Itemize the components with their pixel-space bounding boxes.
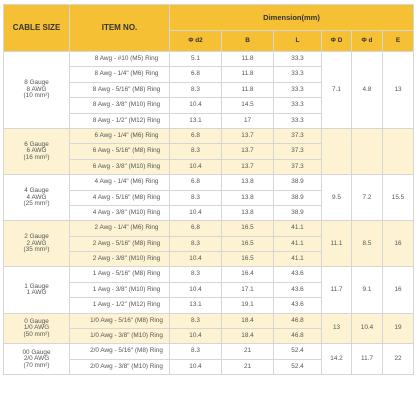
phi-d2-cell: 5.1	[170, 52, 222, 67]
b-cell: 16.5	[222, 252, 274, 267]
e-cell	[383, 128, 414, 174]
phi-d2-cell: 6.8	[170, 128, 222, 143]
cable-size-cell	[4, 313, 70, 344]
cable-size-line: 6 AWG	[26, 147, 47, 155]
phi-d-cell: 11.7	[352, 344, 383, 375]
cable-size-line: 2 Gauge	[24, 233, 49, 241]
phi-d2-cell: 8.3	[170, 144, 222, 159]
cable-size-cell	[4, 267, 70, 313]
b-cell: 13.8	[222, 190, 274, 205]
item-no-cell: 2 Awg - 5/16" (M8) Ring	[70, 236, 170, 251]
cable-size-line: (10 mm²)	[23, 92, 50, 100]
spec-table	[3, 4, 414, 375]
cable-size-line: (25 mm²)	[23, 199, 50, 207]
item-no-cell: 8 Awg - 1/4" (M6) Ring	[70, 67, 170, 82]
phi-d2-cell: 13.1	[170, 298, 222, 313]
b-cell: 16.5	[222, 236, 274, 251]
b-cell: 13.8	[222, 175, 274, 190]
item-no-cell: 8 Awg - 3/8" (M10) Ring	[70, 98, 170, 113]
phi-d2-cell: 10.4	[170, 159, 222, 174]
header-l: L	[274, 31, 322, 52]
l-cell: 33.3	[274, 113, 322, 128]
phi-d2-cell: 8.3	[170, 236, 222, 251]
phi-d-cell: 7.2	[352, 175, 383, 221]
l-cell: 38.9	[274, 205, 322, 220]
header-phi-D: Φ D	[322, 31, 352, 52]
b-cell: 18.4	[222, 313, 274, 328]
e-cell: 16	[383, 267, 414, 313]
item-no-cell: 8 Awg - #10 (M5) Ring	[70, 52, 170, 67]
b-cell: 11.8	[222, 82, 274, 97]
b-cell: 13.7	[222, 128, 274, 143]
phi-D-cell: 11.1	[322, 221, 352, 267]
l-cell: 43.6	[274, 282, 322, 297]
l-cell: 38.9	[274, 190, 322, 205]
phi-d-cell: 4.8	[352, 52, 383, 129]
phi-d2-cell: 8.3	[170, 190, 222, 205]
header-e: E	[383, 31, 414, 52]
l-cell: 41.1	[274, 252, 322, 267]
l-cell: 43.6	[274, 267, 322, 282]
e-cell: 22	[383, 344, 414, 375]
b-cell: 21	[222, 359, 274, 374]
phi-D-cell: 7.1	[322, 52, 352, 129]
header-dimension: Dimension(mm)	[170, 5, 414, 31]
b-cell: 17	[222, 113, 274, 128]
cable-size-line: (35 mm²)	[23, 246, 50, 254]
phi-d2-cell: 10.4	[170, 359, 222, 374]
cable-size-line: 1 AWG	[26, 289, 47, 297]
phi-d2-cell: 8.3	[170, 313, 222, 328]
cable-size-line: 0 Gauge	[24, 317, 49, 325]
cable-size-line: (50 mm²)	[23, 330, 50, 338]
cable-size-line: 00 Gauge	[22, 348, 51, 356]
cable-size-line: (16 mm²)	[23, 153, 50, 161]
l-cell: 37.3	[274, 144, 322, 159]
l-cell: 33.3	[274, 67, 322, 82]
b-cell: 13.7	[222, 159, 274, 174]
e-cell: 13	[383, 52, 414, 129]
l-cell: 43.6	[274, 298, 322, 313]
header-cable-size: CABLE SIZE	[4, 5, 70, 52]
item-no-cell: 4 Awg - 1/4" (M6) Ring	[70, 175, 170, 190]
phi-d2-cell: 6.8	[170, 221, 222, 236]
item-no-cell: 1 Awg - 3/8" (M10) Ring	[70, 282, 170, 297]
b-cell: 11.8	[222, 52, 274, 67]
phi-d2-cell: 10.4	[170, 329, 222, 344]
table-row	[4, 175, 414, 190]
e-cell: 15.5	[383, 175, 414, 221]
item-no-cell: 6 Awg - 5/16" (M8) Ring	[70, 144, 170, 159]
cable-size-line: 4 AWG	[26, 193, 47, 201]
header-b: B	[222, 31, 274, 52]
cable-size-line: 1/0 AWG	[23, 324, 50, 332]
header-phi-d: Φ d	[352, 31, 383, 52]
phi-d2-cell: 10.4	[170, 252, 222, 267]
table-row	[4, 344, 414, 359]
l-cell: 38.9	[274, 175, 322, 190]
cable-size-cell	[4, 52, 70, 129]
cable-size-line: 2 AWG	[26, 239, 47, 247]
cable-size-line: 6 Gauge	[24, 140, 49, 148]
b-cell: 19.1	[222, 298, 274, 313]
cable-size-line: (70 mm²)	[23, 361, 50, 369]
header-item-no: ITEM NO.	[70, 5, 170, 52]
l-cell: 37.3	[274, 159, 322, 174]
e-cell: 16	[383, 221, 414, 267]
phi-d2-cell: 6.8	[170, 67, 222, 82]
b-cell: 14.5	[222, 98, 274, 113]
table-row	[4, 128, 414, 143]
phi-D-cell: 9.5	[322, 175, 352, 221]
b-cell: 21	[222, 344, 274, 359]
b-cell: 16.4	[222, 267, 274, 282]
cable-size-cell	[4, 221, 70, 267]
phi-D-cell: 11.7	[322, 267, 352, 313]
l-cell: 52.4	[274, 359, 322, 374]
l-cell: 33.3	[274, 82, 322, 97]
item-no-cell: 8 Awg - 1/2" (M12) Ring	[70, 113, 170, 128]
cable-size-line: 2/0 AWG	[23, 355, 50, 363]
cable-size-line: 8 Gauge	[24, 79, 49, 87]
phi-d-cell: 10.4	[352, 313, 383, 344]
cable-size-line: 1 Gauge	[24, 282, 49, 290]
phi-D-cell: 14.2	[322, 344, 352, 375]
phi-d2-cell: 10.4	[170, 98, 222, 113]
l-cell: 33.3	[274, 98, 322, 113]
b-cell: 13.8	[222, 205, 274, 220]
item-no-cell: 1/0 Awg - 3/8" (M10) Ring	[70, 329, 170, 344]
phi-d2-cell: 10.4	[170, 205, 222, 220]
phi-d2-cell: 6.8	[170, 175, 222, 190]
item-no-cell: 2/0 Awg - 3/8" (M10) Ring	[70, 359, 170, 374]
phi-d2-cell: 8.3	[170, 344, 222, 359]
table-row	[4, 313, 414, 328]
b-cell: 18.4	[222, 329, 274, 344]
item-no-cell: 2/0 Awg - 5/16" (M8) Ring	[70, 344, 170, 359]
table-row	[4, 221, 414, 236]
item-no-cell: 4 Awg - 3/8" (M10) Ring	[70, 205, 170, 220]
phi-D-cell	[322, 128, 352, 174]
l-cell: 46.8	[274, 313, 322, 328]
b-cell: 11.8	[222, 67, 274, 82]
item-no-cell: 1 Awg - 1/2" (M12) Ring	[70, 298, 170, 313]
header-phi-d2: Φ d2	[170, 31, 222, 52]
table-body	[4, 52, 414, 375]
cable-size-line: 4 Gauge	[24, 187, 49, 195]
phi-d2-cell: 13.1	[170, 113, 222, 128]
l-cell: 37.3	[274, 128, 322, 143]
b-cell: 17.1	[222, 282, 274, 297]
phi-d2-cell: 8.3	[170, 82, 222, 97]
l-cell: 52.4	[274, 344, 322, 359]
cable-size-cell	[4, 128, 70, 174]
phi-d-cell: 9.1	[352, 267, 383, 313]
l-cell: 46.8	[274, 329, 322, 344]
table-row	[4, 267, 414, 282]
cable-size-cell	[4, 344, 70, 375]
b-cell: 16.5	[222, 221, 274, 236]
l-cell: 41.1	[274, 236, 322, 251]
l-cell: 41.1	[274, 221, 322, 236]
item-no-cell: 6 Awg - 1/4" (M6) Ring	[70, 128, 170, 143]
phi-d-cell: 8.5	[352, 221, 383, 267]
item-no-cell: 2 Awg - 3/8" (M10) Ring	[70, 252, 170, 267]
cable-size-cell	[4, 175, 70, 221]
b-cell: 13.7	[222, 144, 274, 159]
item-no-cell: 1 Awg - 5/16" (M8) Ring	[70, 267, 170, 282]
cable-size-line: 8 AWG	[26, 85, 47, 93]
phi-d2-cell: 8.3	[170, 267, 222, 282]
phi-D-cell: 13	[322, 313, 352, 344]
item-no-cell: 4 Awg - 5/16" (M8) Ring	[70, 190, 170, 205]
item-no-cell: 8 Awg - 5/16" (M8) Ring	[70, 82, 170, 97]
item-no-cell: 2 Awg - 1/4" (M6) Ring	[70, 221, 170, 236]
l-cell: 33.3	[274, 52, 322, 67]
item-no-cell: 1/0 Awg - 5/16" (M8) Ring	[70, 313, 170, 328]
e-cell: 19	[383, 313, 414, 344]
table-row	[4, 52, 414, 67]
item-no-cell: 6 Awg - 3/8" (M10) Ring	[70, 159, 170, 174]
phi-d2-cell: 10.4	[170, 282, 222, 297]
phi-d-cell	[352, 128, 383, 174]
